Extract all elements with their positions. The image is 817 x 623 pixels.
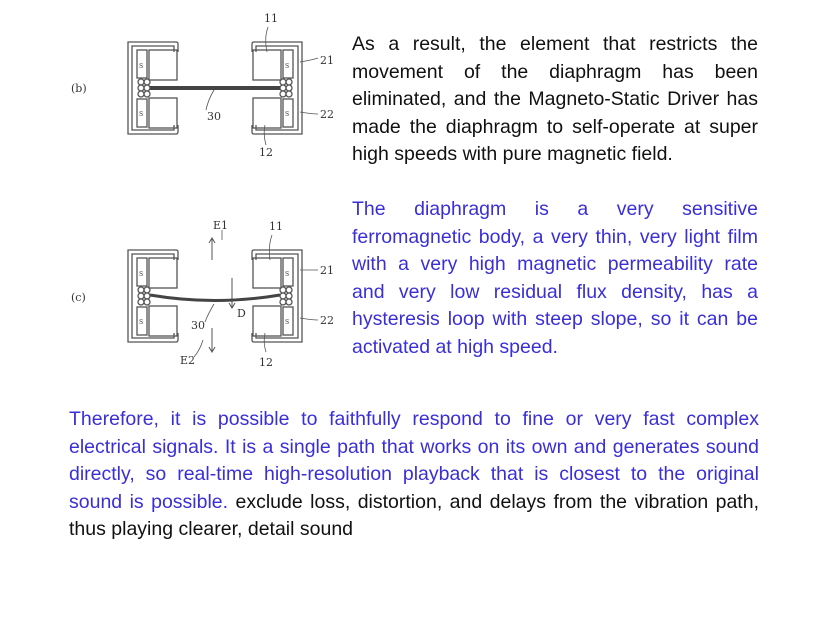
paragraph-1: As a result, the element that restricts the movement of the diaphragm has been eliminated, and the Magneto-Static Driver has made the diaphragm to self-operate at super high speeds with pure magnetic field. xyxy=(352,33,758,166)
paragraph-2: The diaphragm is a very sensitive ferromagnetic body, a very thin, very light film with a very high magnetic permeability rate and very low residual flux density, has a hysteresis loop with steep slope, so it can be activated at high speed. xyxy=(352,198,758,358)
ref-11: 11 xyxy=(264,12,278,25)
ref-12: 12 xyxy=(259,146,273,159)
figure-c-label: (c) xyxy=(71,291,86,304)
ref-21: 21 xyxy=(320,54,334,67)
ref-22: 22 xyxy=(320,314,334,327)
ref-22: 22 xyxy=(320,108,334,121)
figure-b-label: (b) xyxy=(71,82,87,95)
figure-b xyxy=(0,0,350,180)
magnet-pole-label: S xyxy=(139,111,144,118)
magnet-pole-label: S xyxy=(285,111,290,118)
magnet-pole-label: S xyxy=(285,271,290,278)
paragraph-3 xyxy=(69,406,759,544)
figure-c-diagram xyxy=(0,200,350,385)
magnet-pole-label: S xyxy=(139,63,144,70)
ref-21: 21 xyxy=(320,264,334,277)
ref-12: 12 xyxy=(259,356,273,369)
ref-30: 30 xyxy=(191,319,205,332)
paragraph-3-black-text: exclude loss, distortion, and delays from the vibration path, thus playing clearer, detail sound xyxy=(69,490,759,541)
figure-c xyxy=(0,200,350,385)
ref-e2: E2 xyxy=(180,354,196,367)
ref-30: 30 xyxy=(207,110,221,123)
ref-e1: E1 xyxy=(213,219,229,232)
magnet-pole-label: S xyxy=(285,63,290,70)
figure-b-diagram xyxy=(0,0,350,180)
paragraph-3-blue-text: Therefore, it is possible to faithfully respond to fine or very fast complex electrical signals. It is a single path that works on its own and generates sound directly, so real-time high-resolution playback that is closest to the original sound is possible. xyxy=(69,408,759,513)
ref-11: 11 xyxy=(269,220,283,233)
magnet-pole-label: S xyxy=(139,319,144,326)
diaphragm xyxy=(150,86,280,90)
ref-d: D xyxy=(237,307,246,320)
diaphragm xyxy=(150,295,280,301)
magnet-pole-label: S xyxy=(139,271,144,278)
magnet-pole-label: S xyxy=(285,319,290,326)
